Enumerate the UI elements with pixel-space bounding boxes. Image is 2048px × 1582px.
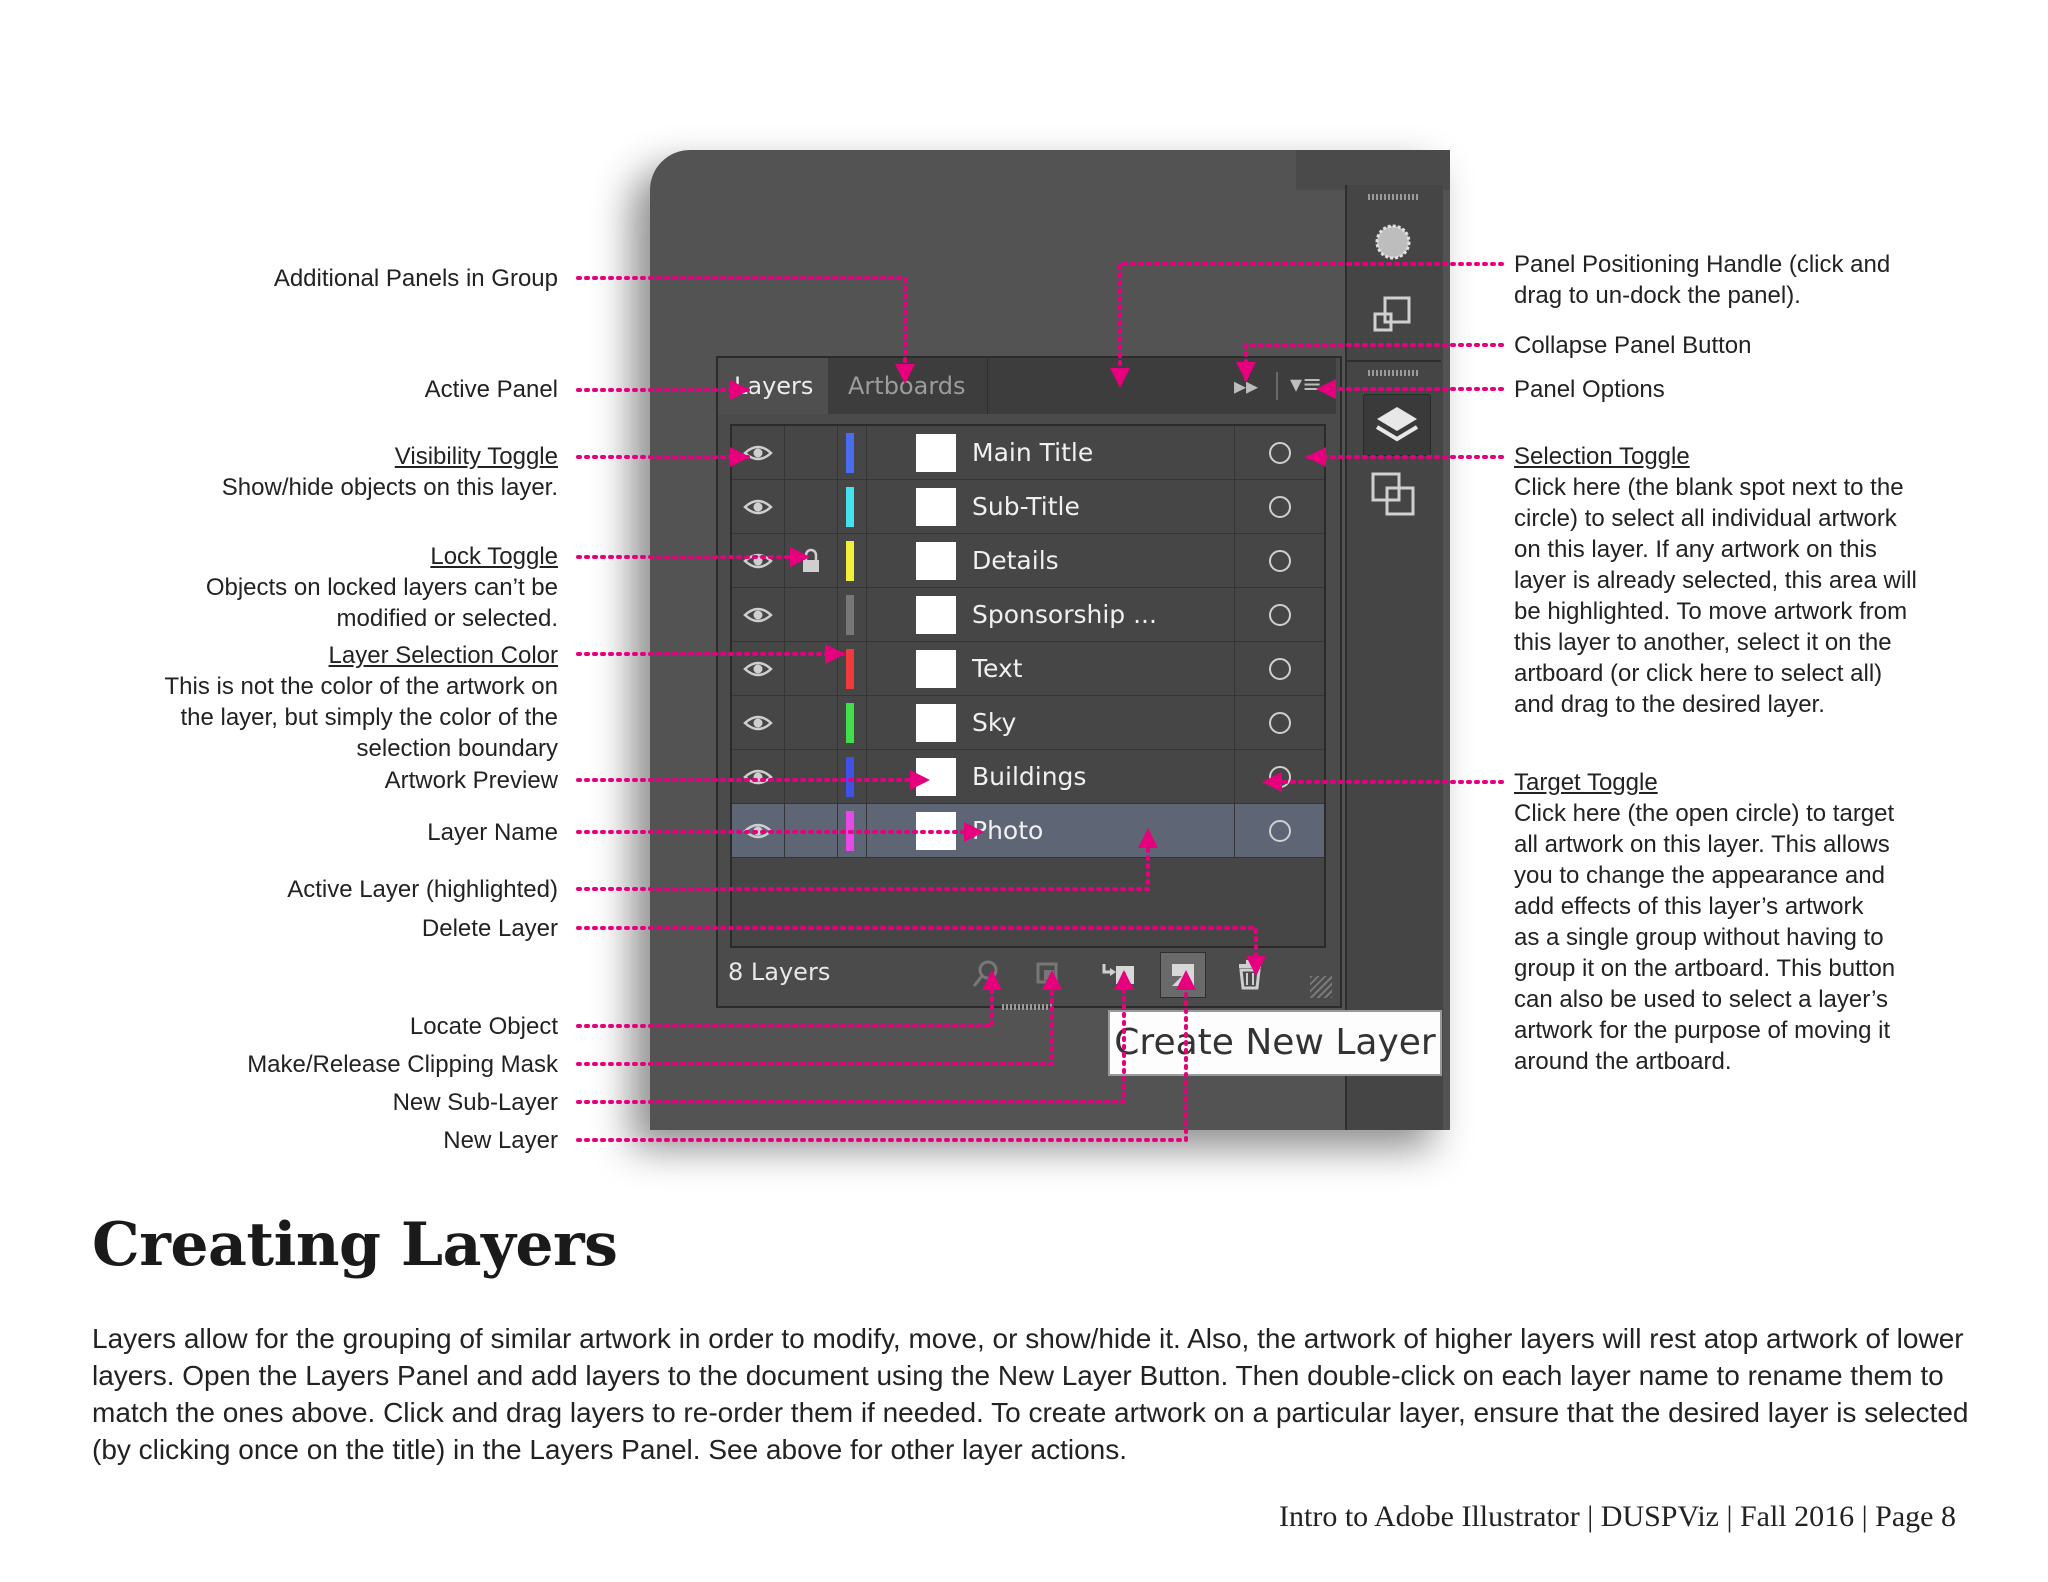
- selcolor-desc-1: This is not the color of the artwork on: [164, 673, 558, 700]
- panel-options-icon[interactable]: ▾≡: [1290, 370, 1323, 398]
- target-desc-2: you to change the appearance and: [1514, 862, 1885, 889]
- label-selection-toggle: [1514, 441, 1917, 720]
- target-desc-4: as a single group without having to: [1514, 924, 1884, 951]
- layer-name[interactable]: Main Title: [972, 438, 1094, 467]
- target-title: Target Toggle: [1514, 769, 1658, 796]
- lock-title: Lock Toggle: [430, 543, 558, 570]
- leader-active-layer: [578, 830, 1148, 889]
- layer-name[interactable]: Text: [972, 654, 1023, 683]
- label-lock-toggle: [206, 541, 558, 634]
- leader-collapse: [1246, 345, 1502, 380]
- label-target-toggle: [1514, 767, 1895, 1077]
- selection-desc-0: Click here (the blank spot next to the: [1514, 474, 1904, 501]
- selection-desc-1: circle) to select all individual artwork: [1514, 505, 1897, 532]
- layer-name[interactable]: Sky: [972, 708, 1017, 737]
- label-active-layer: Active Layer (highlighted): [287, 876, 558, 903]
- leader-additional-panels: [578, 278, 905, 382]
- handle-line-2: drag to un-dock the panel).: [1514, 282, 1801, 309]
- leader-new-sublayer: [578, 972, 1124, 1102]
- collapse-panel-icon[interactable]: ▸▸: [1234, 372, 1259, 400]
- section-body: Layers allow for the grouping of similar artwork in order to modify, move, or show/hide it. Also, the artwork of higher layers will rest atop artwork of lower layers. Open the Layers Panel and add layers to the document using the New Layer Button. Then double-click on each layer name to rename them to match the ones above. Click and drag layers to re-order them if needed. To create artwork on a particular layer, ensure that the desired layer is selected (by clicking once on the title) in the Layers Panel. See above for other layer actions.: [92, 1323, 1969, 1465]
- leader-new-layer: [578, 972, 1186, 1140]
- leader-locate-object: [578, 972, 992, 1026]
- selection-desc-2: on this layer. If any artwork on this: [1514, 536, 1877, 563]
- target-desc-3: add effects of this layer’s artwork: [1514, 893, 1864, 920]
- label-selection-color: [164, 640, 558, 764]
- selcolor-desc-2: the layer, but simply the color of the: [180, 704, 558, 731]
- tab-layers[interactable]: Layers: [718, 358, 828, 414]
- selection-title: Selection Toggle: [1514, 443, 1690, 470]
- label-positioning-handle: [1514, 249, 1890, 311]
- visibility-title: Visibility Toggle: [394, 443, 558, 470]
- label-additional-panels: Additional Panels in Group: [273, 265, 558, 292]
- handle-line-1: Panel Positioning Handle (click and: [1514, 251, 1891, 278]
- label-collapse: Collapse Panel Button: [1514, 332, 1752, 359]
- selection-desc-4: be highlighted. To move artwork from: [1514, 598, 1908, 625]
- label-layer-name: Layer Name: [427, 819, 558, 846]
- target-desc-1: all artwork on this layer. This allows: [1514, 831, 1890, 858]
- label-visibility-toggle: [222, 441, 558, 503]
- layer-name[interactable]: Details: [972, 546, 1059, 575]
- lock-desc-1: Objects on locked layers can’t be: [205, 574, 558, 601]
- selection-desc-3: layer is already selected, this area will: [1514, 567, 1917, 594]
- target-desc-6: can also be used to select a layer’s: [1514, 986, 1889, 1013]
- page-footer: Intro to Adobe Illustrator | DUSPViz | Fall 2016 | Page 8: [1279, 1500, 1956, 1533]
- create-new-layer-tooltip: Create New Layer: [1108, 1010, 1442, 1076]
- target-desc-8: around the artboard.: [1514, 1048, 1732, 1075]
- layer-name[interactable]: Sponsorship ...: [972, 600, 1157, 629]
- selcolor-title: Layer Selection Color: [328, 642, 558, 669]
- layer-name[interactable]: Sub-Title: [972, 492, 1080, 521]
- layer-name[interactable]: Photo: [972, 816, 1044, 845]
- label-panel-options: Panel Options: [1514, 376, 1665, 403]
- label-locate-object: Locate Object: [409, 1013, 558, 1040]
- leader-clipping-mask: [578, 972, 1052, 1064]
- selcolor-desc-3: selection boundary: [356, 735, 558, 762]
- label-active-panel: Active Panel: [424, 376, 558, 403]
- leader-delete-layer: [578, 928, 1256, 974]
- label-new-layer: New Layer: [443, 1127, 558, 1154]
- label-new-sublayer: New Sub-Layer: [392, 1089, 558, 1116]
- section-title: Creating Layers: [92, 1210, 618, 1280]
- selection-desc-5: this layer to another, select it on the: [1514, 629, 1892, 656]
- tab-artboards[interactable]: Artboards: [832, 358, 988, 414]
- visibility-desc: Show/hide objects on this layer.: [221, 474, 558, 501]
- leader-positioning-handle: [1120, 264, 1502, 386]
- lock-desc-2: modified or selected.: [336, 605, 558, 632]
- target-desc-7: artwork for the purpose of moving it: [1514, 1017, 1891, 1044]
- layer-count: 8 Layers: [728, 958, 831, 986]
- selection-desc-7: and drag to the desired layer.: [1514, 691, 1825, 718]
- layer-name[interactable]: Buildings: [972, 762, 1087, 791]
- target-desc-5: group it on the artboard. This button: [1514, 955, 1896, 982]
- label-artwork-preview: Artwork Preview: [384, 767, 558, 794]
- label-clipping-mask: Make/Release Clipping Mask: [247, 1051, 558, 1078]
- target-desc-0: Click here (the open circle) to target: [1514, 800, 1895, 827]
- label-delete-layer: Delete Layer: [421, 915, 558, 942]
- selection-desc-6: artboard (or click here to select all): [1514, 660, 1883, 687]
